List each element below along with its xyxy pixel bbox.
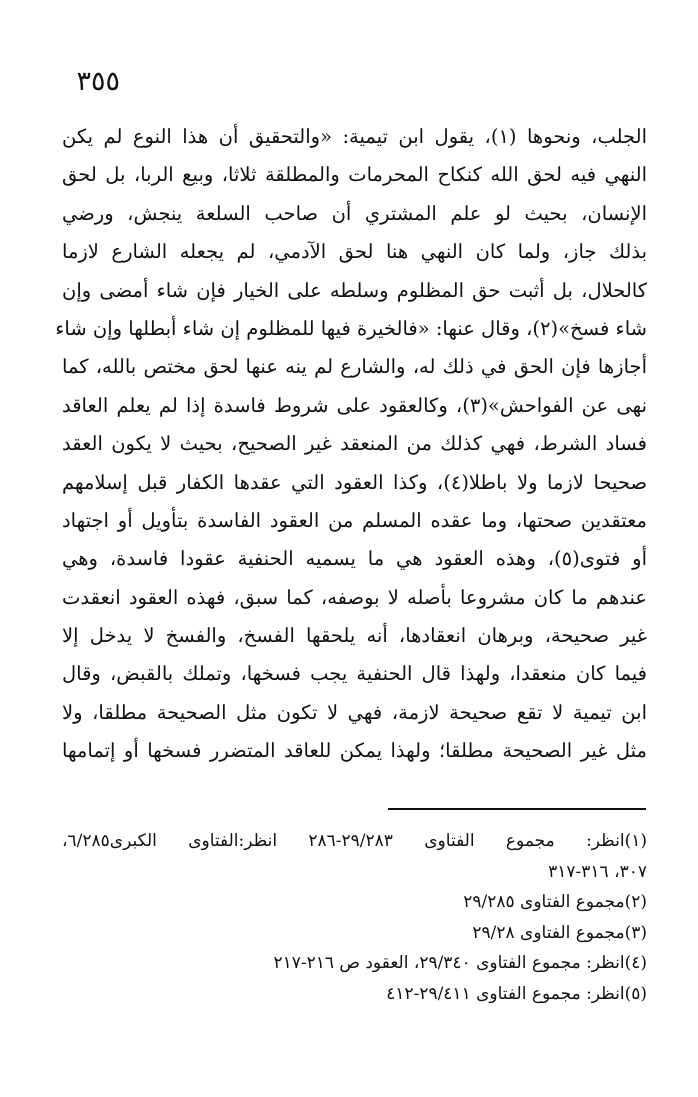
text-line: ابن تيمية لا تقع صحيحة لازمة، فهي لا تكون مثل الصحيحة مطلقا، ولا	[62, 700, 647, 724]
text-line: فساد الشرط، فهي كذلك من المنعقد غير الصحيح، بحيث لا يكون العقد	[62, 432, 647, 456]
text-line: غير صحيحة، وبرهان انعقادها، أنه يلحقها الفسخ، والفسخ لا يدخل إلا	[62, 624, 647, 648]
text-line: مثل غير الصحيحة مطلقا؛ ولهذا يمكن للعاقد المتضرر فسخها أو إتمامها	[62, 739, 647, 763]
footnote-line: (٣)مجموع الفتاوى ٢٩/٢٨	[472, 922, 647, 943]
main-text	[55, 118, 648, 771]
page-number: ٣٥٥	[76, 66, 120, 97]
text-line: كالحلال، بل أثبت حق المظلوم وسلطه على الخيار فإن شاء أمضى وإن	[62, 278, 648, 302]
text-line: نهى عن الفواحش»(٣)، وكالعقود على شروط فاسدة إذا لم يعلم العاقد	[62, 393, 647, 417]
text-line: صحيحا لازما ولا باطلا(٤)، وكذا العقود التي عقدها الكفار قبل إسلامهم	[62, 470, 648, 494]
text-line: النهي فيه لحق الله كنكاح المحرمات والمطلقة ثلاثا، وبيع الربا، بل لحق	[62, 163, 647, 187]
footnote-line: (٥)انظر: مجموع الفتاوى ٢٩/٤١١-٤١٢	[386, 983, 647, 1004]
text-line: معتقدين صحتها، وما عقده المسلم من العقود الفاسدة بتأويل أو اجتهاد	[62, 508, 647, 532]
text-line: فيما كان منعقدا، ولهذا قال الحنفية يجب فسخها، وتملك بالقبض، وقال	[62, 662, 647, 686]
footnote-line: (١)انظر: مجموع الفتاوى ٢٩/٢٨٣-٢٨٦ انظر:الفتاوى الكبرى٦/٢٨٥،	[62, 831, 647, 851]
text-line: شاء فسخ»(٢)، وقال عنها: «فالخيرة فيها للمظلوم إن شاء أبطلها وإن شاء	[55, 316, 647, 340]
footnote-divider	[388, 808, 646, 810]
footnote-line: (٢)مجموع الفتاوى ٢٩/٢٨٥	[463, 892, 647, 912]
footnote-line: (٤)انظر: مجموع الفتاوى ٢٩/٣٤٠، العقود ص ٢١٦-٢١٧	[273, 953, 647, 973]
text-line: أجازها فإن الحق في ذلك له، والشارع لم ينه عنها لحق مختص بالله، كما	[62, 355, 647, 379]
text-line: بذلك جاز، ولما كان النهي هنا لحق الآدمي، لم يجعله الشارع لازما	[62, 240, 647, 264]
text-line: الإنسان، بحيث لو علم المشتري أن صاحب السلعة ينجش، ورضي	[62, 201, 647, 225]
text-line: الجلب، ونحوها (١)، يقول ابن تيمية: «والتحقيق أن هذا النوع لم يكن	[62, 125, 647, 148]
text-line: أو فتوى(٥)، وهذه العقود هي ما يسميه الحنفية عقودا فاسدة، وهي	[62, 547, 647, 571]
footnotes	[62, 826, 647, 1009]
text-line: عندهم ما كان مشروعا بأصله لا بوصفه، كما سبق، فهذه العقود انعقدت	[62, 585, 647, 609]
footnote-line: ٣٠٧، ٣١٦-٣١٧	[548, 861, 647, 882]
